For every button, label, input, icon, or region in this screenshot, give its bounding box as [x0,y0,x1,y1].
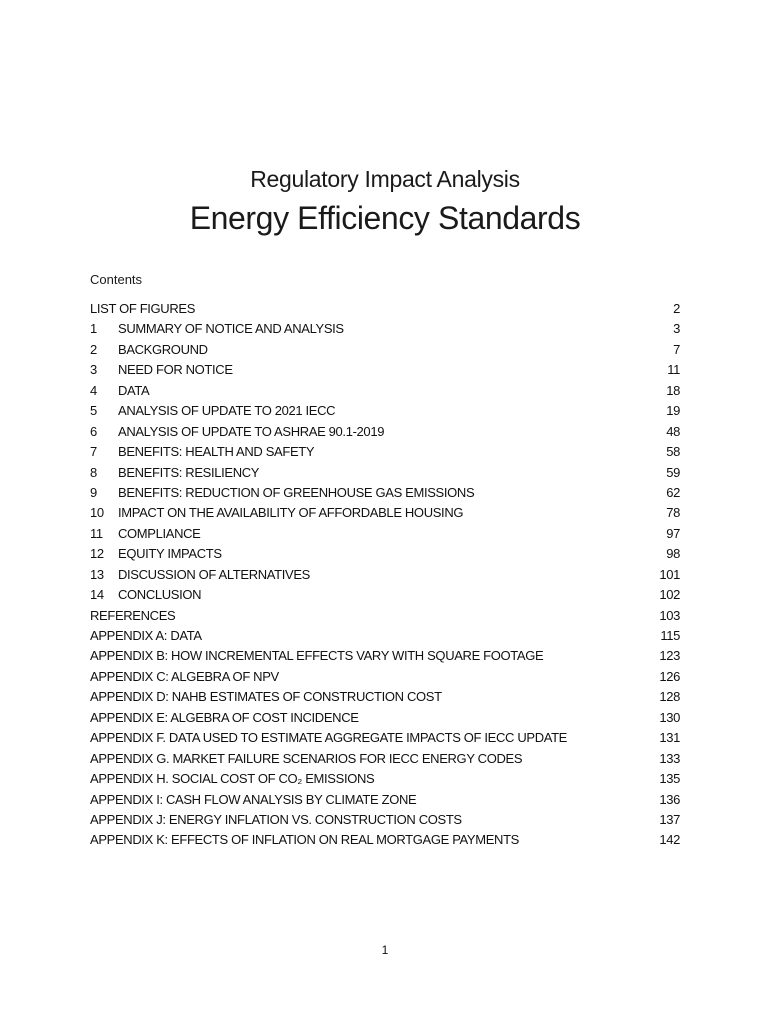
toc-entry-page: 133 [659,750,680,766]
toc-entry-title: APPENDIX B: HOW INCREMENTAL EFFECTS VARY WITH SQUARE FOOTAGE [90,648,544,664]
toc-entry-page: 18 [666,382,680,398]
page-number: 1 [381,943,389,957]
toc-entry-page: 126 [659,668,680,684]
contents-heading: Contents [90,272,143,287]
toc-entry[interactable] [90,626,680,646]
toc-entry[interactable] [90,544,680,564]
toc-entry[interactable] [90,483,680,503]
toc-entry-number: 11 [90,525,103,541]
toc-entry-number: 13 [90,566,104,582]
toc-entry-number: 7 [90,444,97,460]
toc-entry[interactable] [90,769,680,789]
toc-entry-page: 59 [666,464,680,480]
toc-entry[interactable] [90,830,680,850]
toc-entry[interactable] [90,442,680,462]
toc-entry-number: 12 [90,546,104,562]
toc-entry-page: 19 [666,403,680,419]
toc-entry-number: 4 [90,382,97,398]
toc-entry-number: 8 [90,464,97,480]
toc-entry-title: REFERENCES [90,607,176,623]
toc-entry-number: 3 [90,362,97,378]
toc-entry-title: IMPACT ON THE AVAILABILITY OF AFFORDABLE HOUSING [118,505,464,521]
toc-entry[interactable] [90,360,680,380]
toc-entry-number: 9 [90,484,97,500]
toc-entry-page: 2 [673,301,680,316]
toc-entry-title: COMPLIANCE [118,525,201,541]
toc-entry-title: ANALYSIS OF UPDATE TO ASHRAE 90.1-2019 [118,423,385,439]
toc-entry-title: SUMMARY OF NOTICE AND ANALYSIS [118,321,344,337]
toc-entry[interactable] [90,401,680,421]
toc-entry-number: 5 [90,403,97,419]
toc-entry-number: 14 [90,587,104,603]
toc-entry[interactable] [90,585,680,605]
toc-entry-title: APPENDIX D: NAHB ESTIMATES OF CONSTRUCTION COST [90,689,442,705]
toc-entry[interactable] [90,790,680,810]
toc-entry-page: 11 [667,362,680,378]
toc-entry-title: APPENDIX A: DATA [90,628,202,643]
toc-entry-title: APPENDIX C: ALGEBRA OF NPV [90,668,279,684]
toc-entry-page: 3 [673,321,680,337]
toc-entry[interactable] [90,667,680,687]
toc-entry-title: BENEFITS: RESILIENCY [118,464,260,480]
toc-entry[interactable] [90,422,680,442]
toc-entry[interactable] [90,687,680,707]
toc-entry-page: 137 [659,811,680,827]
toc-entry[interactable] [90,524,680,544]
toc-entry-page: 78 [666,505,680,521]
toc-entry-page: 128 [659,689,680,705]
toc-entry[interactable] [90,606,680,626]
toc-entry-title: APPENDIX I: CASH FLOW ANALYSIS BY CLIMATE ZONE [90,791,417,807]
toc-entry-page: 58 [666,444,680,460]
toc-entry-page: 101 [659,566,680,582]
toc-entry-title: DISCUSSION OF ALTERNATIVES [118,566,310,582]
toc-entry-page: 123 [659,648,680,664]
toc-entry[interactable] [90,728,680,748]
toc-entry-page: 98 [666,546,680,562]
toc-entry[interactable] [90,503,680,523]
toc-entry-number: 10 [90,505,104,521]
toc-entry-page: 130 [659,709,680,725]
toc-entry-title: BENEFITS: REDUCTION OF GREENHOUSE GAS EMISSIONS [118,484,475,500]
toc-entry-title: BENEFITS: HEALTH AND SAFETY [118,444,315,460]
toc-entry-page: 97 [666,525,680,541]
toc-entry-title: NEED FOR NOTICE [118,362,233,378]
toc-entry-title: EQUITY IMPACTS [118,546,222,562]
toc-entry-title: LIST OF FIGURES [90,301,196,316]
toc-entry[interactable] [90,463,680,483]
toc-entry-number: 2 [90,341,97,357]
toc-entry-page: 135 [659,771,680,787]
toc-entry-title: APPENDIX F. DATA USED TO ESTIMATE AGGREGATE IMPACTS OF IECC UPDATE [90,730,568,746]
toc-entry-title: APPENDIX K: EFFECTS OF INFLATION ON REAL MORTGAGE PAYMENTS [90,832,519,848]
toc-entry-page: 103 [659,607,680,623]
document-title: Energy Efficiency Standards [189,200,581,236]
toc-entry-title: CONCLUSION [118,587,202,603]
toc-entry-title: APPENDIX J: ENERGY INFLATION VS. CONSTRUCTION COSTS [90,811,462,827]
toc-entry[interactable] [90,340,680,360]
toc-entry[interactable] [90,646,680,666]
toc-entry-number: 1 [90,321,97,337]
toc-entry-title: APPENDIX H. SOCIAL COST OF CO₂ EMISSIONS [90,771,375,787]
toc-entry-page: 142 [659,832,680,848]
toc-entry-page: 131 [659,730,680,746]
toc-entry[interactable] [90,708,680,728]
document-subtitle: Regulatory Impact Analysis [250,166,520,192]
toc-entry-title: DATA [118,382,150,398]
toc-entry-page: 7 [673,341,680,357]
toc-entry-page: 136 [659,791,680,807]
toc-entry[interactable] [90,319,680,339]
toc-entry[interactable] [90,381,680,401]
table-of-contents [90,299,680,851]
toc-entry-page: 48 [666,423,680,439]
toc-entry[interactable] [90,810,680,830]
toc-entry-title: BACKGROUND [118,341,208,357]
toc-entry-page: 102 [659,587,680,603]
toc-entry-title: APPENDIX E: ALGEBRA OF COST INCIDENCE [90,709,359,725]
toc-entry-page: 62 [666,484,680,500]
toc-entry-title: ANALYSIS OF UPDATE TO 2021 IECC [118,403,336,419]
toc-entry[interactable] [90,749,680,769]
toc-entry[interactable] [90,299,680,319]
toc-entry[interactable] [90,565,680,585]
toc-entry-number: 6 [90,423,97,439]
toc-entry-title: APPENDIX G. MARKET FAILURE SCENARIOS FOR IECC ENERGY CODES [90,750,523,766]
toc-entry-page: 115 [660,628,680,643]
